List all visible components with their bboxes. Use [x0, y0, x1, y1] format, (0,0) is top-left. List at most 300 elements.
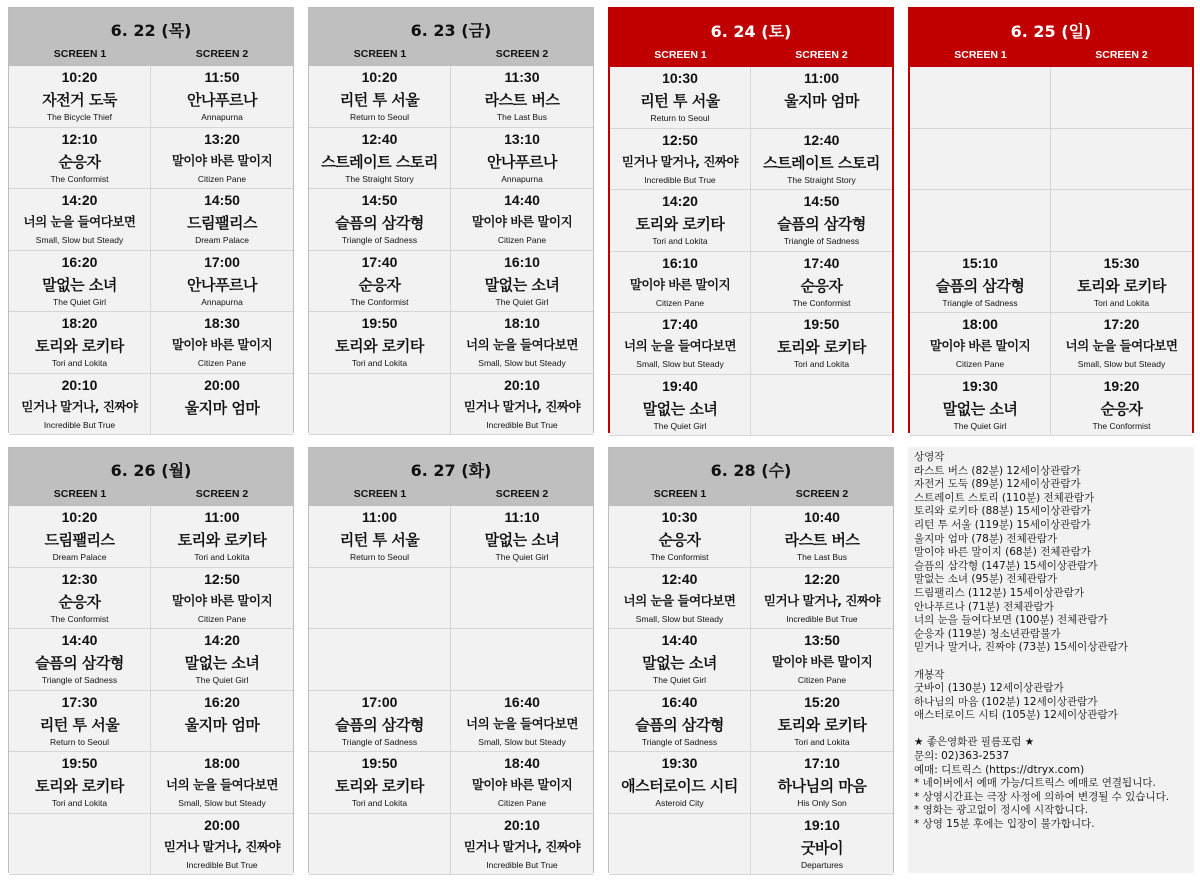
- movie-title: 토리와 로키타: [177, 531, 267, 549]
- showtime-cell: [610, 375, 751, 437]
- day-date: 6. 24 (토): [710, 22, 792, 41]
- movie-title: 토리와 로키타: [335, 777, 424, 795]
- movie-title: 토리와 로키타: [35, 337, 124, 355]
- movie-title: 리턴 투 서울: [640, 92, 720, 110]
- showtime-cell: [9, 629, 151, 691]
- now-showing-item: 순응자 (119분) 청소년관람불가: [914, 627, 1061, 640]
- movie-title-english: The Conformist: [792, 297, 851, 308]
- screen-labels: [9, 48, 293, 66]
- screen-label: SCREEN 2: [495, 488, 549, 500]
- screen-labels: [609, 488, 893, 506]
- day-header: [910, 9, 1192, 67]
- movie-title: 토리와 로키타: [777, 338, 866, 356]
- showtime-cell: [309, 691, 451, 753]
- movie-title-english: Incredible But True: [786, 613, 858, 624]
- movie-title: 슬픔의 삼각형: [635, 715, 724, 734]
- day-date: 6. 22 (목): [110, 21, 192, 40]
- movie-title: 순응자: [58, 592, 101, 611]
- showtime-cell: [151, 251, 293, 313]
- movie-title: 너의 눈을 들여다보면: [166, 777, 278, 792]
- movie-title-english: The Straight Story: [345, 173, 414, 184]
- screen-labels: [309, 48, 593, 66]
- showtime-time: 17:00: [361, 693, 398, 710]
- movie-title: 라스트 버스: [784, 531, 860, 549]
- movie-title: 순응자: [358, 275, 401, 294]
- showtime-time: 11:50: [204, 69, 240, 85]
- movie-title-english: Incredible But True: [486, 859, 558, 870]
- movie-title-english: The Quiet Girl: [53, 296, 106, 307]
- showtime-time: 10:40: [804, 509, 840, 525]
- movie-title: 믿거나 말거나, 진짜야: [21, 398, 138, 414]
- showtime-cell: [451, 814, 593, 876]
- empty-cell: [910, 67, 1051, 129]
- movie-title: 리턴 투 서울: [39, 715, 120, 734]
- showtime-time: 19:50: [361, 315, 398, 331]
- now-showing-item: 슬픔의 삼각형 (147분) 15세이상관람가: [914, 559, 1098, 572]
- screen-label: SCREEN 2: [795, 488, 849, 500]
- now-showing-list: [914, 465, 1188, 655]
- now-showing-item: 드림팰리스 (112분) 15세이상관람가: [914, 586, 1084, 599]
- showtime-time: 14:50: [361, 192, 398, 208]
- showtime-cell: [751, 506, 893, 568]
- showtime-time: 16:10: [504, 253, 540, 270]
- movie-title-english: Return to Seoul: [349, 552, 410, 562]
- showtime-time: 18:00: [204, 755, 240, 771]
- movie-title-english: Citizen Pane: [197, 613, 247, 624]
- showtime-cell: [751, 752, 893, 814]
- movie-title-english: Citizen Pane: [955, 359, 1005, 369]
- now-showing-item: 울지마 엄마 (78분) 전체관람가: [914, 532, 1058, 545]
- showtime-cell: [1051, 252, 1192, 314]
- empty-cell: [751, 375, 892, 437]
- screen-label: SCREEN 2: [195, 48, 249, 60]
- showtime-cell: [610, 252, 751, 314]
- showtime-cell: [9, 691, 151, 753]
- movie-title: 애스터로이드 시티: [621, 777, 738, 795]
- showtime-time: 14:40: [661, 632, 698, 648]
- movie-title: 너의 눈을 들여다보면: [23, 214, 136, 229]
- empty-cell: [910, 190, 1051, 252]
- now-showing-item: 말없는 소녀 (95분) 전체관람가: [914, 573, 1058, 586]
- movie-title-english: The Conformist: [50, 613, 109, 624]
- showtime-time: 20:00: [204, 816, 240, 833]
- movie-title-english: Small, Slow but Steady: [1077, 359, 1166, 369]
- showtime-time: 19:20: [1103, 377, 1140, 394]
- movie-title-english: Triangle of Sadness: [341, 736, 418, 747]
- movie-title-english: The Straight Story: [787, 174, 856, 185]
- movie-title: 말이야 바른 말이지: [171, 592, 273, 608]
- showtime-cell: [451, 128, 593, 190]
- showtime-cell: [151, 128, 293, 190]
- movie-title: 믿거나 말거나, 진짜야: [463, 838, 581, 854]
- showtime-time: 17:20: [1103, 316, 1140, 332]
- showtime-time: 11:30: [504, 69, 540, 85]
- screen-label: SCREEN 1: [353, 48, 407, 60]
- showtime-cell: [1051, 375, 1192, 437]
- info-panel: [908, 447, 1194, 873]
- movie-title-english: Return to Seoul: [349, 112, 410, 122]
- day-date: 6. 25 (일): [1010, 22, 1092, 41]
- movie-title-english: Triangle of Sadness: [783, 236, 860, 246]
- movie-title-english: Triangle of Sadness: [341, 235, 418, 245]
- movie-title-english: Tori and Lokita: [194, 552, 250, 562]
- showtime-cell: [609, 629, 751, 691]
- showtime-cell: [9, 66, 151, 128]
- movie-title: 토리와 로키타: [35, 777, 124, 795]
- showtime-time: 20:10: [61, 376, 98, 393]
- empty-cell: [9, 814, 151, 876]
- showtime-cell: [9, 128, 151, 190]
- showtime-time: 18:10: [504, 315, 540, 331]
- movie-title: 울지마 엄마: [184, 398, 260, 417]
- showtime-grid: [609, 506, 893, 875]
- showtime-time: 12:20: [804, 570, 840, 587]
- movie-title-english: Small, Slow but Steady: [178, 798, 266, 808]
- now-showing-item: 안나푸르나 (71분) 전체관람가: [914, 600, 1054, 613]
- day-header: [610, 9, 892, 67]
- showtime-time: 12:50: [204, 570, 240, 587]
- showtime-cell: [151, 189, 293, 251]
- showtime-time: 18:20: [61, 315, 98, 331]
- movie-title: 말이야 바른 말이지: [629, 276, 731, 292]
- note-item: * 네이버에서 예매 가능/디트릭스 예매로 연결됩니다.: [914, 777, 1156, 790]
- movie-title-english: Triangle of Sadness: [641, 736, 718, 747]
- showtime-cell: [151, 312, 293, 374]
- movie-title: 말없는 소녀: [942, 399, 1018, 418]
- movie-title: 말이야 바른 말이지: [171, 337, 273, 352]
- theater-name: ★ 좋은영화관 필름포럼 ★: [914, 736, 1035, 749]
- movie-title-english: His Only Son: [797, 798, 847, 808]
- showtime-cell: [151, 752, 293, 814]
- movie-title-english: Tori and Lokita: [1093, 297, 1150, 308]
- movie-title-english: Incredible But True: [644, 174, 716, 185]
- movie-title-english: Return to Seoul: [650, 113, 710, 123]
- screen-label: SCREEN 1: [653, 488, 707, 500]
- showtime-cell: [610, 313, 751, 375]
- movie-title-english: Incredible But True: [186, 859, 258, 870]
- showtime-time: 14:20: [662, 193, 698, 209]
- showtime-time: 12:40: [661, 570, 698, 587]
- showtime-time: 13:20: [204, 130, 240, 147]
- showtime-time: 11:00: [803, 70, 840, 86]
- showtime-time: 19:50: [361, 755, 398, 771]
- movie-title: 울지마 엄마: [184, 715, 260, 734]
- showtime-time: 20:00: [204, 376, 240, 393]
- movie-title: 너의 눈을 들여다보면: [466, 337, 578, 352]
- showtime-cell: [151, 374, 293, 436]
- movie-title-english: Citizen Pane: [497, 798, 547, 808]
- day-date: 6. 28 (수): [710, 461, 792, 480]
- movie-title-english: Tori and Lokita: [652, 236, 708, 246]
- showtime-cell: [451, 66, 593, 128]
- movie-title: 울지마 엄마: [784, 92, 859, 110]
- screen-labels: [9, 488, 293, 506]
- opening-item: 애스터로이드 시티 (105분) 12세이상관람가: [914, 709, 1118, 722]
- showtime-cell: [9, 251, 151, 313]
- movie-title-english: Citizen Pane: [497, 235, 547, 245]
- day-panel: [308, 447, 594, 873]
- now-showing-item: 리턴 투 서울 (119분) 15세이상관람가: [914, 518, 1091, 531]
- movie-title-english: Tori and Lokita: [51, 358, 108, 368]
- showtime-cell: [451, 374, 593, 436]
- showtime-time: 17:30: [61, 693, 98, 710]
- screen-label: SCREEN 2: [795, 49, 848, 61]
- movie-title: 말이야 바른 말이지: [471, 214, 573, 229]
- movie-title-english: Citizen Pane: [197, 358, 247, 368]
- movie-title-english: Tori and Lokita: [351, 358, 408, 368]
- empty-cell: [1051, 129, 1192, 191]
- movie-title: 라스트 버스: [484, 91, 560, 109]
- showtime-time: 17:00: [204, 253, 240, 270]
- movie-title: 슬픔의 삼각형: [335, 715, 424, 734]
- contact-line: 문의: 02)363-2537: [914, 750, 1010, 763]
- showtime-cell: [451, 506, 593, 568]
- movie-title: 순응자: [58, 152, 101, 171]
- movie-title-english: Citizen Pane: [655, 297, 705, 308]
- note-item: * 상영 15분 후에는 입장이 불가합니다.: [914, 818, 1095, 831]
- showtime-time: 12:40: [361, 130, 398, 147]
- movie-title: 말없는 소녀: [484, 531, 560, 549]
- showtime-cell: [751, 568, 893, 630]
- movie-title-english: The Quiet Girl: [495, 296, 549, 307]
- showtime-time: 10:20: [361, 69, 398, 85]
- showtime-time: 17:40: [361, 253, 398, 270]
- movie-title: 리턴 투 서울: [339, 531, 420, 549]
- showtime-cell: [9, 752, 151, 814]
- opening-list: [914, 682, 1188, 723]
- showtime-time: 15:10: [962, 254, 998, 271]
- showtime-time: 10:30: [661, 509, 698, 525]
- movie-title-english: The Quiet Girl: [653, 675, 706, 685]
- showtime-time: 13:50: [804, 632, 840, 648]
- showtime-time: 12:10: [61, 130, 98, 147]
- movie-title-english: The Quiet Girl: [495, 552, 549, 562]
- movie-title: 슬픔의 삼각형: [935, 276, 1025, 295]
- movie-title-english: Asteroid City: [655, 798, 704, 808]
- showtime-cell: [309, 128, 451, 190]
- showtime-cell: [609, 568, 751, 630]
- movie-title: 믿거나 말거나, 진짜야: [763, 592, 881, 608]
- movie-title-english: Small, Slow but Steady: [478, 736, 566, 747]
- empty-cell: [1051, 67, 1192, 129]
- movie-title: 말없는 소녀: [184, 654, 260, 672]
- showtime-cell: [151, 66, 293, 128]
- showtime-cell: [309, 189, 451, 251]
- showtime-time: 11:10: [504, 509, 540, 525]
- showtime-time: 18:30: [204, 315, 240, 331]
- movie-title: 굿바이: [801, 838, 843, 857]
- showtime-cell: [609, 752, 751, 814]
- showtime-cell: [9, 374, 151, 436]
- screen-label: SCREEN 1: [53, 488, 107, 500]
- movie-title-english: Tori and Lokita: [793, 359, 850, 369]
- empty-cell: [1051, 190, 1192, 252]
- movie-title-english: Small, Slow but Steady: [635, 613, 724, 624]
- showtime-cell: [151, 568, 293, 630]
- showtime-time: 17:40: [662, 316, 698, 332]
- movie-title-english: Small, Slow but Steady: [35, 235, 124, 245]
- movie-title-english: The Last Bus: [796, 552, 848, 562]
- opening-item: 굿바이 (130분) 12세이상관람가: [914, 682, 1064, 695]
- showtime-cell: [751, 67, 892, 129]
- screen-label: SCREEN 1: [353, 488, 407, 500]
- movie-title: 스트레이트 스토리: [763, 153, 880, 172]
- booking-line: 예매: 디트릭스 (https://dtryx.com): [914, 763, 1085, 776]
- opening-item: 하나님의 마음 (102분) 12세이상관람가: [914, 695, 1098, 708]
- movie-title-english: The Quiet Girl: [953, 420, 1007, 431]
- showtime-time: 19:50: [803, 316, 840, 332]
- showtime-time: 18:40: [504, 755, 540, 771]
- now-showing-item: 스트레이트 스토리 (110분) 전체관람가: [914, 491, 1095, 504]
- showtime-cell: [751, 313, 892, 375]
- showtime-cell: [9, 189, 151, 251]
- now-showing-item: 너의 눈을 들여다보면 (100분) 전체관람가: [914, 614, 1108, 627]
- showtime-time: 12:40: [803, 131, 840, 148]
- empty-cell: [451, 568, 593, 630]
- showtime-time: 11:00: [361, 509, 398, 525]
- day-panel: [8, 447, 294, 873]
- showtime-time: 15:20: [804, 693, 840, 710]
- showtime-cell: [751, 691, 893, 753]
- now-showing-heading: 상영작: [914, 451, 945, 463]
- movie-title: 말없는 소녀: [642, 654, 717, 672]
- showtime-grid: [309, 506, 593, 875]
- screen-labels: [610, 49, 892, 67]
- movie-title: 안나푸르나: [187, 275, 257, 294]
- day-panel: [608, 447, 894, 873]
- day-header: [609, 448, 893, 506]
- movie-title: 순응자: [658, 531, 701, 549]
- movie-title: 안나푸르나: [187, 91, 257, 109]
- showtime-cell: [1051, 313, 1192, 375]
- movie-title-english: Tori and Lokita: [51, 798, 108, 808]
- showtime-cell: [151, 814, 293, 876]
- showtime-time: 10:20: [61, 509, 98, 525]
- movie-title-english: Small, Slow but Steady: [636, 359, 724, 369]
- screen-label: SCREEN 2: [195, 488, 249, 500]
- movie-title: 말없는 소녀: [42, 275, 117, 294]
- showtime-time: 20:10: [504, 816, 540, 833]
- showtime-time: 16:10: [662, 254, 698, 271]
- movie-title-english: Triangle of Sadness: [41, 675, 118, 685]
- day-header: [9, 448, 293, 506]
- movie-title: 토리와 로키타: [777, 715, 867, 734]
- showtime-time: 13:10: [504, 130, 540, 147]
- showtime-cell: [451, 312, 593, 374]
- showtime-cell: [309, 752, 451, 814]
- showtime-cell: [309, 506, 451, 568]
- showtime-cell: [151, 506, 293, 568]
- showtime-time: 12:30: [61, 570, 98, 587]
- showtime-cell: [910, 252, 1051, 314]
- screen-label: SCREEN 2: [1095, 49, 1148, 61]
- movie-title-english: Tori and Lokita: [351, 798, 408, 808]
- movie-title: 슬픔의 삼각형: [35, 654, 124, 672]
- day-date: 6. 26 (월): [110, 461, 192, 480]
- showtime-time: 17:40: [803, 254, 840, 271]
- showtime-time: 18:00: [962, 316, 998, 332]
- movie-title: 믿거나 말거나, 진짜야: [621, 153, 739, 169]
- movie-title: 리턴 투 서울: [339, 91, 420, 109]
- movie-title-english: The Conformist: [650, 552, 709, 562]
- showtime-time: 12:50: [662, 131, 698, 148]
- showtime-time: 14:20: [61, 192, 98, 208]
- movie-title: 안나푸르나: [487, 152, 557, 171]
- showtime-cell: [751, 252, 892, 314]
- showtime-cell: [910, 313, 1051, 375]
- showtime-time: 16:20: [61, 253, 98, 270]
- movie-title: 말이야 바른 말이지: [171, 152, 273, 168]
- day-panel: [908, 7, 1194, 433]
- showtime-time: 16:20: [204, 693, 240, 710]
- movie-title: 스트레이트 스토리: [321, 152, 438, 171]
- showtime-time: 16:40: [661, 693, 698, 710]
- showtime-time: 19:50: [61, 755, 98, 771]
- movie-title-english: The Conformist: [350, 296, 409, 307]
- movie-title-english: Departures: [800, 859, 844, 870]
- showtime-cell: [751, 814, 893, 876]
- movie-title-english: The Quiet Girl: [195, 675, 249, 685]
- movie-title: 드림팰리스: [44, 531, 115, 549]
- movie-title: 토리와 로키타: [335, 337, 424, 355]
- notes-list: [914, 777, 1188, 831]
- movie-title: 믿거나 말거나, 진짜야: [163, 838, 281, 854]
- showtime-time: 10:30: [662, 70, 698, 86]
- showtime-grid: [610, 67, 892, 436]
- showtime-time: 14:40: [61, 632, 98, 648]
- movie-title: 너의 눈을 들여다보면: [623, 592, 736, 608]
- showtime-cell: [610, 129, 751, 191]
- showtime-cell: [751, 629, 893, 691]
- showtime-cell: [451, 691, 593, 753]
- now-showing-item: 자전거 도둑 (89분) 12세이상관람가: [914, 478, 1081, 491]
- screen-label: SCREEN 1: [954, 49, 1007, 61]
- showtime-grid: [9, 506, 293, 875]
- empty-cell: [309, 568, 451, 630]
- movie-title: 말이야 바른 말이지: [471, 777, 573, 792]
- movie-title: 슬픔의 삼각형: [777, 215, 866, 233]
- movie-title-english: Triangle of Sadness: [942, 297, 1018, 308]
- showtime-time: 14:50: [803, 193, 840, 209]
- showtime-cell: [610, 67, 751, 129]
- movie-title-english: Annapurna: [201, 112, 243, 122]
- showtime-cell: [309, 312, 451, 374]
- showtime-cell: [451, 251, 593, 313]
- showtime-cell: [309, 66, 451, 128]
- movie-title: 자전거 도둑: [42, 91, 117, 109]
- movie-title: 하나님의 마음: [777, 777, 867, 795]
- showtime-cell: [151, 691, 293, 753]
- empty-cell: [609, 814, 751, 876]
- showtime-cell: [451, 189, 593, 251]
- showtime-cell: [9, 506, 151, 568]
- showtime-time: 10:20: [61, 69, 98, 85]
- now-showing-item: 라스트 버스 (82분) 12세이상관람가: [914, 464, 1081, 477]
- showtime-time: 16:40: [504, 693, 540, 710]
- movie-title: 순응자: [1100, 399, 1143, 418]
- showtime-cell: [151, 629, 293, 691]
- movie-title: 말이야 바른 말이지: [771, 654, 873, 669]
- day-date: 6. 23 (금): [410, 21, 492, 40]
- movie-title: 믿거나 말거나, 진짜야: [463, 398, 581, 414]
- movie-title-english: Return to Seoul: [49, 736, 110, 747]
- day-panel: [608, 7, 894, 433]
- movie-title-english: Citizen Pane: [197, 173, 247, 184]
- movie-title-english: Incredible But True: [486, 419, 558, 430]
- movie-title: 토리와 로키타: [635, 215, 725, 233]
- day-panel: [308, 7, 594, 433]
- movie-title-english: Dream Palace: [195, 235, 249, 245]
